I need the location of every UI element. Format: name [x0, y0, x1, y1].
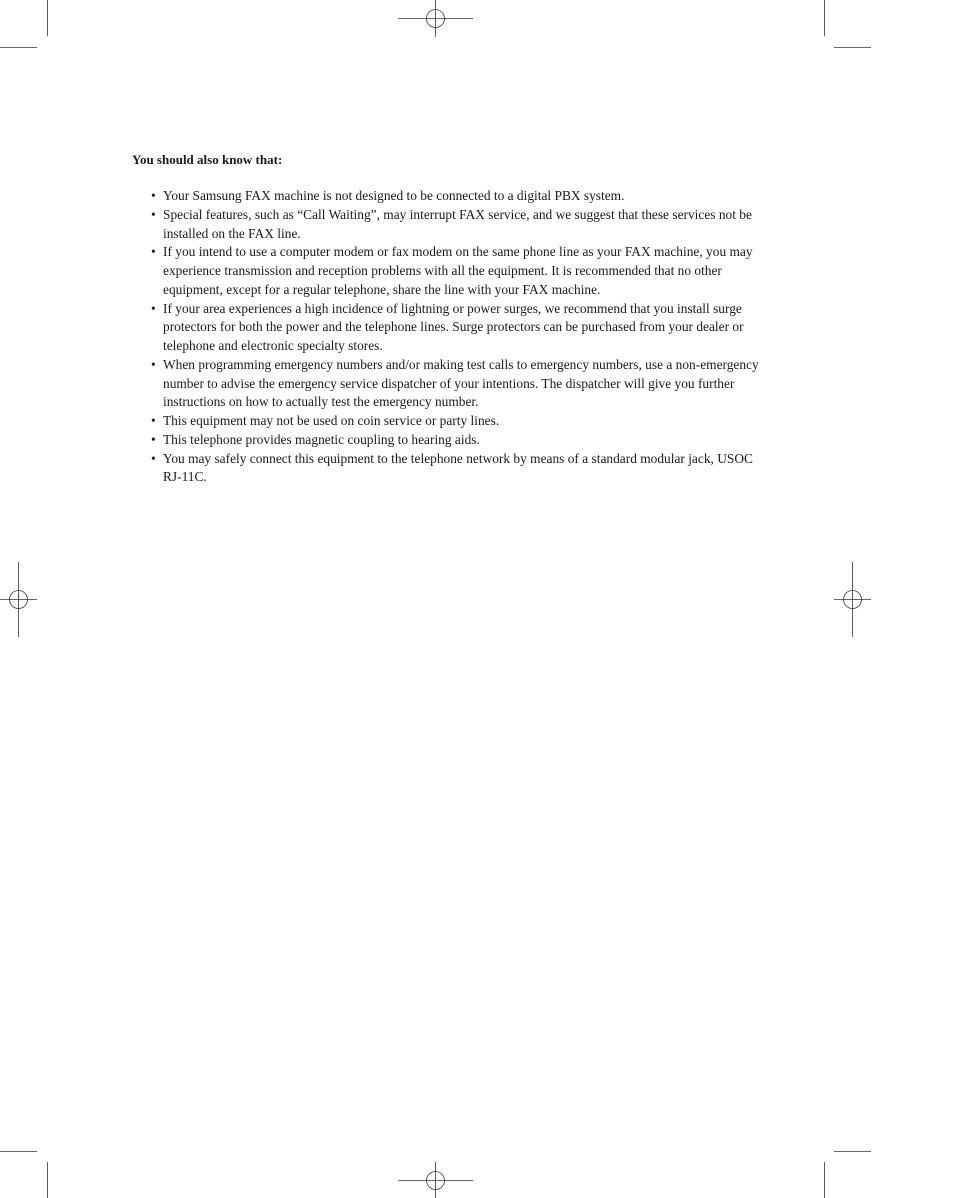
list-item — [151, 243, 772, 299]
list-item — [151, 206, 772, 244]
bullet-icon: • — [151, 450, 156, 466]
bullet-icon: • — [151, 356, 156, 372]
list-item-text: This equipment may not be used on coin service or party lines. — [163, 413, 500, 428]
registration-mark-top — [398, 0, 473, 37]
bullet-icon: • — [151, 188, 156, 203]
list-item — [151, 412, 772, 431]
notice-section — [132, 150, 772, 487]
list-item — [151, 300, 772, 356]
list-item — [151, 356, 772, 412]
bullet-icon: • — [151, 431, 156, 447]
list-item — [151, 450, 772, 488]
list-item — [151, 431, 772, 450]
bullet-icon: • — [151, 300, 156, 316]
list-item-text: If you intend to use a computer modem or fax modem on the same phone line as your FAX machine, you may experience transmission and reception problems with all the equipment. It is recommended that no other equipment, except for a regular telephone, share the line with your FAX machine. — [163, 244, 753, 297]
bullet-icon: • — [151, 206, 156, 222]
list-item-text: Special features, such as “Call Waiting”, may interrupt FAX service, and we suggest that these services not be installed on the FAX line. — [163, 206, 752, 241]
registration-mark-bottom — [398, 1162, 473, 1198]
list-item-text: Your Samsung FAX machine is not designed to be connected to a digital PBX system. — [163, 188, 625, 203]
bullet-icon: • — [151, 413, 156, 428]
list-item-text: If your area experiences a high incidence of lightning or power surges, we recommend that you install surge protectors for both the power and the telephone lines. Surge protectors can be purchased from your dealer or telephone and electronic specialty stores. — [163, 300, 744, 353]
list-item-text: This telephone provides magnetic coupling to hearing aids. — [163, 431, 480, 447]
list-item — [151, 187, 772, 206]
bullet-icon: • — [151, 244, 156, 260]
section-heading: You should also know that: — [132, 152, 283, 167]
list-item-text: When programming emergency numbers and/or making test calls to emergency numbers, use a non-emergency number to advise the emergency service dispatcher of your intentions. The dispatcher will give you further instructions on how to actually test the emergency number. — [163, 356, 759, 410]
registration-mark-left — [0, 562, 37, 637]
list-item-text: You may safely connect this equipment to the telephone network by means of a standard modular jack, USOC RJ-11C. — [163, 450, 753, 485]
registration-mark-right — [834, 562, 871, 637]
notice-list — [132, 187, 772, 487]
